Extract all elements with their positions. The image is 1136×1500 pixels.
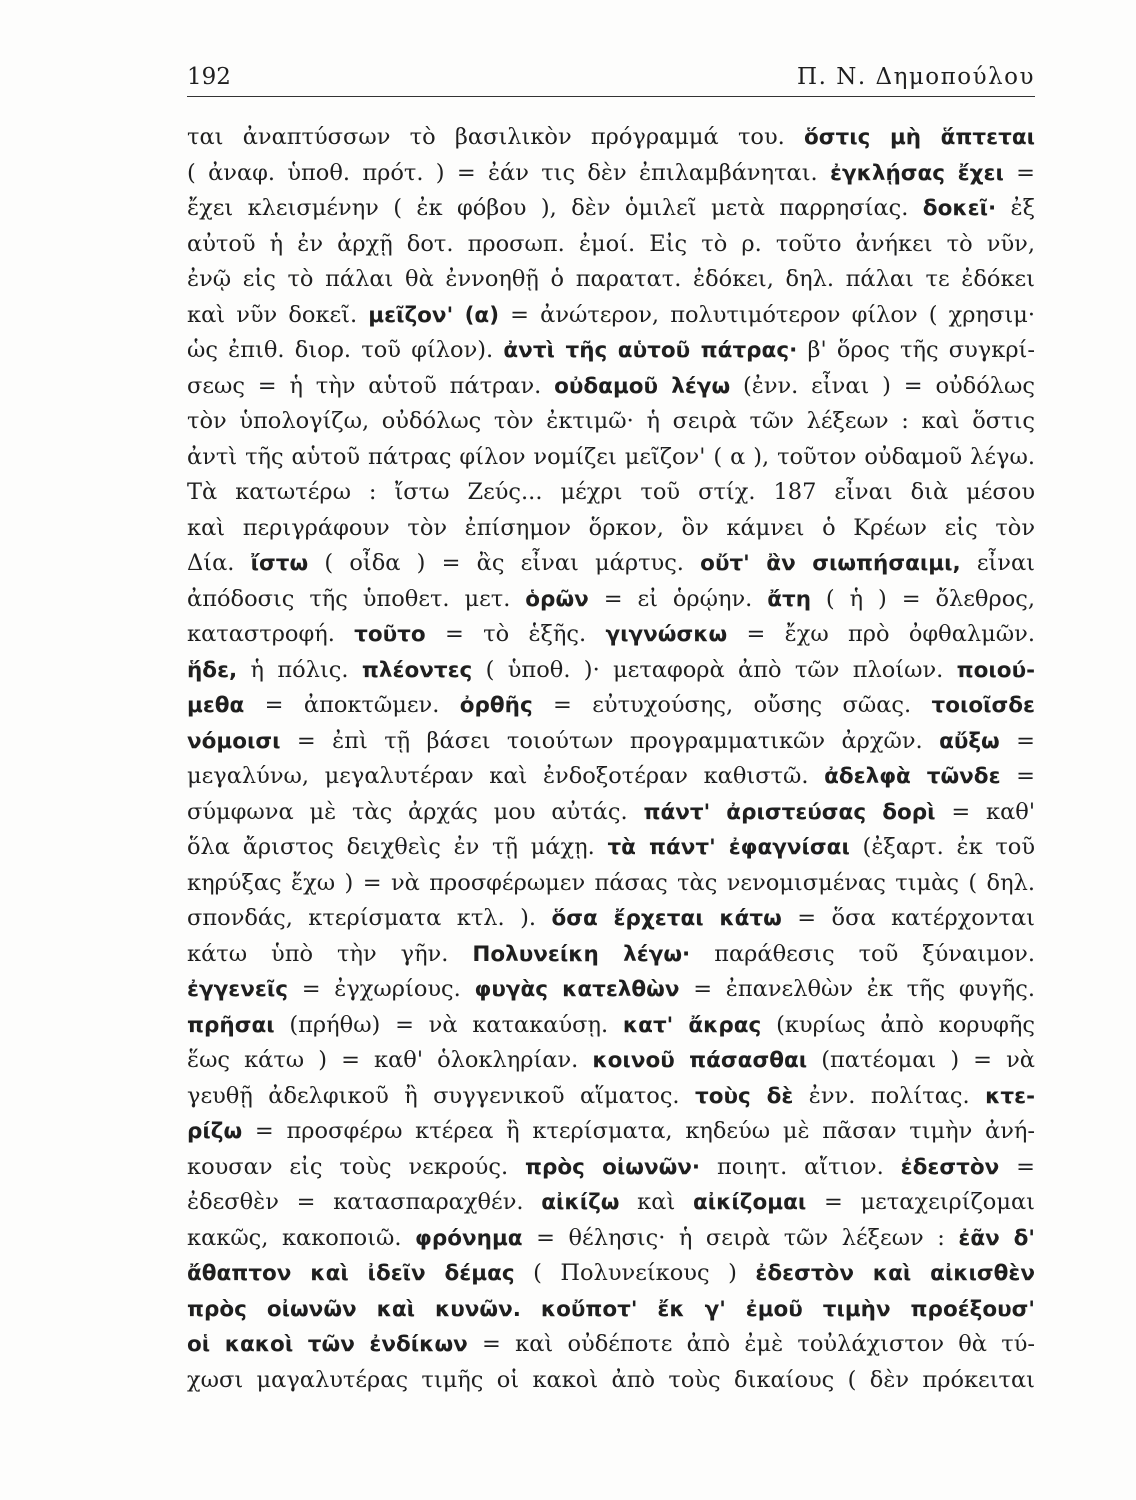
gloss-text: ἐδεσθὲν = κατασπαραχθέν. (187, 1189, 542, 1215)
gloss-text: (ἐνν. εἶναι ) = οὐδόλως (730, 372, 1035, 399)
lemma-term: τοιοῖσδε (931, 693, 1035, 718)
gloss-text: μεγαλύνω, μεγαλυτέραν καὶ ἐνδοξοτέραν καθιστῶ. (187, 763, 825, 789)
gloss-text: ἕως κάτω ) = καθ' ὁλοκληρίαν. (187, 1047, 593, 1073)
lemma-term: οὐδαμοῦ λέγω (554, 373, 731, 399)
page-header (187, 62, 1035, 97)
lemma-term: γιγνώσκω (605, 622, 728, 647)
gloss-text: = τὸ ἑξῆς. (425, 621, 606, 647)
text-line (187, 901, 1035, 937)
lemma-term: ἴστω (250, 551, 309, 576)
gloss-text: κάτω ὑπὸ τὴν γῆν. (187, 940, 473, 967)
text-line (187, 688, 1035, 724)
gloss-text: = (999, 727, 1035, 754)
gloss-text: σεως = ἡ τὴν αὑτοῦ πάτραν. (187, 372, 555, 399)
lemma-term: αὔξω (939, 728, 1000, 754)
text-line (187, 1256, 1035, 1292)
gloss-text: = (999, 1153, 1035, 1180)
gloss-text: = ὅσα κατέρχονται (781, 905, 1035, 931)
lemma-term: τὰ πάντ' ἐφαγνίσαι (607, 835, 850, 860)
text-line (187, 1363, 1035, 1399)
lemma-term: πάντ' ἀριστεύσας δορὶ (643, 799, 936, 825)
lemma-term: φρόνημα (415, 1225, 523, 1251)
text-line (187, 333, 1035, 369)
gloss-text: ( οἶδα ) = ἂς εἶναι μάρτυς. (308, 550, 701, 576)
gloss-text: ( ἡ ) = ὄλεθρος, (811, 585, 1035, 612)
text-line (187, 795, 1035, 831)
lemma-term: αἰκίζω (541, 1190, 620, 1215)
text-line (187, 759, 1035, 795)
lemma-term: τοὺς δὲ (695, 1083, 794, 1109)
gloss-text: = μεταχειρίζομαι (806, 1189, 1035, 1215)
gloss-text: (πρήθω) = νὰ κατακαύσῃ. (274, 1011, 623, 1038)
text-line (187, 724, 1035, 760)
text-line (187, 582, 1035, 618)
gloss-text: = ἐπανελθὼν ἐκ τῆς φυγῆς. (679, 976, 1035, 1002)
lemma-term: ἄθαπτον καὶ ἰδεῖν δέμας (187, 1261, 515, 1286)
gloss-text: σπονδάς, κτερίσματα κτλ. ). (187, 905, 552, 931)
text-line (187, 972, 1035, 1008)
text-line (187, 262, 1035, 298)
gloss-text: ἐξ (996, 195, 1035, 221)
gloss-text: ( ἀναφ. ὑποθ. πρότ. ) = ἐάν τις δὲν ἐπιλαμβάνηται. (187, 159, 830, 186)
text-line (187, 1292, 1035, 1328)
lemma-term: ρίζω (187, 1119, 243, 1144)
gloss-text: = θέλησις· ἡ σειρὰ τῶν λέξεων : (522, 1224, 959, 1251)
gloss-text: σύμφωνα μὲ τὰς ἀρχάς μου αὐτάς. (187, 798, 644, 825)
gloss-text: = καθ' (935, 798, 1035, 825)
gloss-text: κακῶς, κακοποιῶ. (187, 1224, 416, 1251)
lemma-term: ἥδε, (187, 657, 238, 683)
gloss-text: καὶ περιγράφουν τὸν ἐπίσημον ὅρκον, ὃν κάμνει ὁ Κρέων εἰς τὸν (187, 514, 1035, 541)
gloss-text: = προσφέρω κτέρεα ἢ κτερίσματα, κηδεύω μὲ πᾶσαν τιμὴν ἀνή- (242, 1118, 1035, 1144)
text-line (187, 1150, 1035, 1186)
lemma-term: πρῆσαι (187, 1012, 275, 1038)
lemma-term: φυγὰς κατελθὼν (474, 977, 680, 1002)
text-line (187, 404, 1035, 440)
gloss-text: Τὰ κατωτέρω : ἴστω Ζεύς... μέχρι τοῦ στίχ. 187 εἶναι διὰ μέσου (187, 479, 1035, 505)
text-line (187, 227, 1035, 263)
gloss-text: = (1003, 159, 1035, 186)
lemma-term: πρὸς οἰωνῶν· (525, 1154, 701, 1180)
gloss-text: ὡς ἐπιθ. διορ. τοῦ φίλον). (187, 337, 504, 363)
lemma-term: πλέοντες (361, 657, 473, 683)
text-line (187, 440, 1035, 476)
lemma-term: τοῦτο (354, 622, 426, 647)
lemma-term: νόμοισι (187, 728, 281, 754)
gloss-text: = καὶ οὐδέποτε ἀπὸ ἐμὲ τοὐλάχιστον θὰ τύ- (467, 1331, 1035, 1357)
text-line (187, 830, 1035, 866)
gloss-text: κουσαν εἰς τοὺς νεκρούς. (187, 1153, 525, 1180)
gloss-text: καὶ (619, 1189, 693, 1215)
lemma-term: ἐδεστὸν καὶ αἰκισθὲν (755, 1261, 1035, 1286)
text-line (187, 866, 1035, 902)
gloss-text: Δία. (187, 550, 251, 576)
text-line (187, 617, 1035, 653)
lemma-term: ὅσα ἔρχεται κάτω (551, 906, 782, 931)
lemma-term: κοινοῦ πάσασθαι (592, 1048, 808, 1073)
gloss-text: καὶ νῦν δοκεῖ. (187, 301, 369, 328)
text-line (187, 1185, 1035, 1221)
gloss-text: ται ἀναπτύσσων τὸ βασιλικὸν πρόγραμμά του. (187, 124, 805, 150)
lemma-term: μεῖζον' (α) (368, 302, 500, 328)
text-line (187, 1114, 1035, 1150)
gloss-text: = εὐτυχούσης, οὔσης σῶας. (532, 692, 932, 718)
text-line (187, 546, 1035, 582)
text-line (187, 1043, 1035, 1079)
lemma-term: ὁρῶν (525, 586, 589, 612)
lemma-term: ἀντὶ τῆς αὑτοῦ πάτρας· (503, 338, 798, 363)
gloss-text: ὅλα ἄριστος δειχθεὶς ἐν τῇ μάχῃ. (187, 834, 608, 860)
gloss-text: ἐνῷ εἰς τὸ πάλαι θὰ ἐννοηθῇ ὁ παρατατ. ἐδόκει, δηλ. πάλαι τε ἐδόκει (187, 266, 1035, 292)
gloss-text: ἔχει κλεισμένην ( ἐκ φόβου ), δὲν ὁμιλεῖ μετὰ παρρησίας. (187, 195, 923, 221)
text-line (187, 937, 1035, 973)
lemma-term: οὔτ' ἂν σιωπήσαιμι, (700, 551, 961, 576)
gloss-text: εἶναι (960, 550, 1035, 576)
commentary-text (187, 120, 1035, 1398)
gloss-text: κηρύξας ἔχω ) = νὰ προσφέρωμεν πάσας τὰς νενομισμένας τιμὰς ( δηλ. (187, 869, 1035, 896)
gloss-text: τὸν ὑπολογίζω, οὐδόλως τὸν ἐκτιμῶ· ἡ σειρὰ τῶν λέξεων : καὶ ὅστις (187, 408, 1035, 434)
gloss-text: = ἀνώτερον, πολυτιμότερον φίλον ( χρησιμ· (499, 301, 1035, 328)
text-line (187, 369, 1035, 405)
running-head: Π. Ν. Δημοπούλου (797, 64, 1035, 90)
gloss-text: ἀντὶ τῆς αὑτοῦ πάτρας φίλον νομίζει μεῖζον' ( α ), τοῦτον οὐδαμοῦ λέγω. (187, 443, 1035, 470)
gloss-text: γευθῇ ἀδελφικοῦ ἢ συγγενικοῦ αἵματος. (187, 1082, 696, 1109)
lemma-term: δοκεῖ· (922, 196, 997, 221)
text-line (187, 1327, 1035, 1363)
lemma-term: κατ' ἄκρας (622, 1012, 762, 1038)
gloss-text: (κυρίως ἀπὸ κορυφῆς (761, 1011, 1035, 1038)
lemma-term: αἰκίζομαι (692, 1190, 807, 1215)
gloss-text: = εἰ ὁρῴην. (588, 585, 768, 612)
lemma-term: ἀδελφὰ τῶνδε (824, 764, 1001, 789)
lemma-term: πρὸς οἰωνῶν καὶ κυνῶν. κοὔποτ' ἔκ γ' ἐμοῦ τιμὴν προέξουσ' (187, 1296, 1035, 1322)
gloss-text: (πατέομαι ) = νὰ (807, 1047, 1035, 1073)
text-line (187, 298, 1035, 334)
gloss-text: παράθεσις τοῦ ξύναιμον. (690, 940, 1035, 967)
text-line (187, 1008, 1035, 1044)
gloss-text: καταστροφή. (187, 621, 355, 647)
lemma-term: ἐδεστὸν (900, 1154, 1000, 1180)
lemma-term: ὅστις μὴ ἅπτεται (804, 125, 1035, 150)
gloss-text: ποιητ. αἴτιον. (700, 1153, 901, 1180)
lemma-term: ἐγκλῄσας ἔχει (829, 160, 1004, 186)
gloss-text: = ἐπὶ τῇ βάσει τοιούτων προγραμματικῶν ἀρχῶν. (280, 727, 940, 754)
gloss-text: χωσι μαγαλυτέρας τιμῆς οἱ κακοὶ ἀπὸ τοὺς δικαίους ( δὲν πρόκειται (187, 1366, 1035, 1393)
gloss-text: αὐτοῦ ἡ ἐν ἀρχῇ δοτ. προσωπ. ἐμοί. Εἰς τὸ ρ. τοῦτο ἀνήκει τὸ νῦν, (187, 230, 1035, 257)
gloss-text: (ἐξαρτ. ἐκ τοῦ (849, 834, 1035, 860)
text-line (187, 653, 1035, 689)
gloss-text: ἡ πόλις. (237, 656, 362, 683)
text-line (187, 1079, 1035, 1115)
text-line (187, 156, 1035, 192)
page-number: 192 (187, 64, 231, 90)
gloss-text: ( ὑποθ. )· μεταφορὰ ἀπὸ τῶν πλοίων. (472, 656, 957, 683)
lemma-term: ἄτη (767, 586, 812, 612)
gloss-text: ἀπόδοσις τῆς ὑποθετ. μετ. (187, 585, 526, 612)
gloss-text: = ἔχω πρὸ ὀφθαλμῶν. (727, 621, 1035, 647)
gloss-text: = (1000, 763, 1035, 789)
gloss-text: = ἐγχωρίους. (287, 976, 475, 1002)
text-line (187, 120, 1035, 156)
gloss-text: ( Πολυνείκους ) (514, 1260, 756, 1286)
lemma-term: ἐγγενεῖς (187, 977, 288, 1002)
lemma-term: ποιού- (956, 657, 1035, 683)
text-line (187, 1221, 1035, 1257)
lemma-term: ὀρθῆς (459, 693, 533, 718)
text-line (187, 511, 1035, 547)
lemma-term: μεθα (187, 693, 245, 718)
text-line (187, 191, 1035, 227)
gloss-text: β' ὅρος τῆς συγκρί- (797, 337, 1035, 363)
gloss-text: ἐνν. πολίτας. (793, 1082, 986, 1109)
lemma-term: ἐᾶν δ' (958, 1225, 1035, 1251)
lemma-term: οἱ κακοὶ τῶν ἐνδίκων (187, 1332, 468, 1357)
lemma-term: Πολυνείκη λέγω· (472, 941, 691, 967)
text-line (187, 475, 1035, 511)
gloss-text: = ἀποκτῶμεν. (244, 692, 460, 718)
lemma-term: κτε- (985, 1083, 1035, 1109)
